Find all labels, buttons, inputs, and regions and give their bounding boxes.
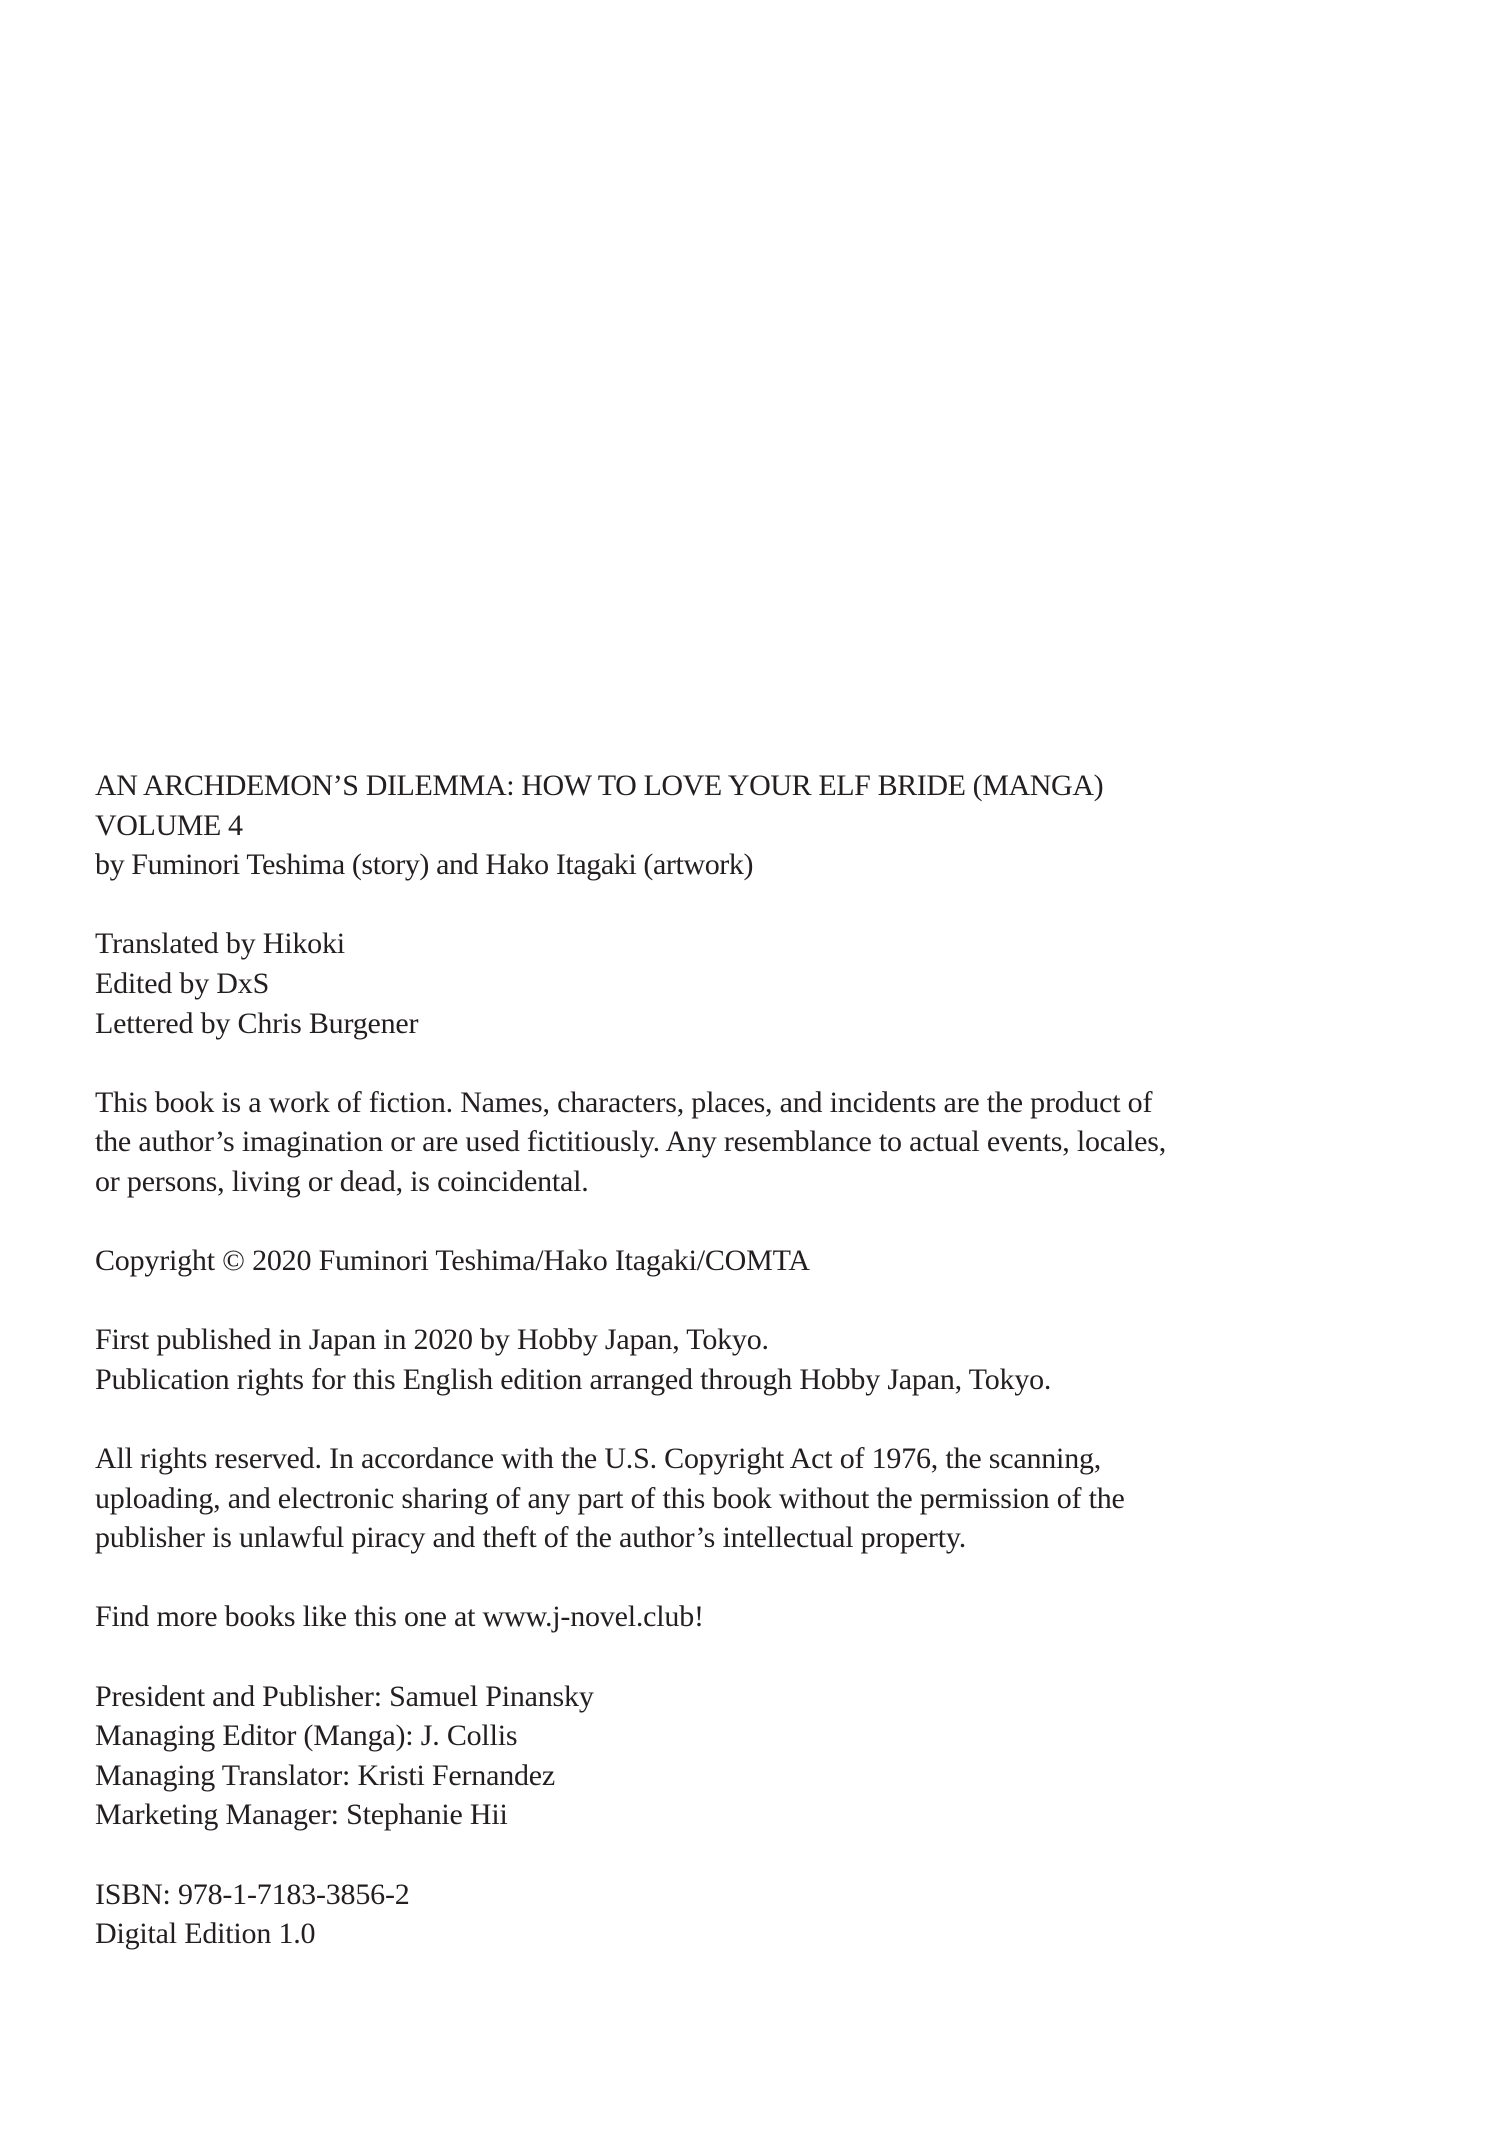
publication-info bbox=[95, 1320, 1425, 1399]
book-title: AN ARCHDEMON’S DILEMMA: HOW TO LOVE YOUR ELF BRIDE (MANGA) bbox=[95, 769, 1104, 802]
staff-item-managing-translator: Managing Translator: Kristi Fernandez bbox=[95, 1758, 556, 1792]
staff-item-managing-editor: Managing Editor (Manga): J. Collis bbox=[95, 1719, 518, 1753]
staff-item-publisher: President and Publisher: Samuel Pinansky bbox=[95, 1679, 594, 1713]
title-block bbox=[95, 766, 1425, 885]
letterer-credit: Lettered by Chris Burgener bbox=[95, 1006, 419, 1040]
rights-line: uploading, and electronic sharing of any part of this book without the permission of the bbox=[95, 1481, 1125, 1515]
translator-credit: Translated by Hikoki bbox=[95, 927, 345, 961]
disclaimer-line: or persons, living or dead, is coincidental. bbox=[95, 1164, 589, 1198]
copyright-page bbox=[95, 766, 1425, 1993]
author-byline: by Fuminori Teshima (story) and Hako Itagaki (artwork) bbox=[95, 848, 754, 882]
rights-reserved-notice bbox=[95, 1439, 1425, 1558]
staff-list bbox=[95, 1677, 1425, 1835]
editor-credit: Edited by DxS bbox=[95, 966, 270, 1000]
fiction-disclaimer bbox=[95, 1083, 1425, 1202]
credits-block bbox=[95, 924, 1425, 1043]
copyright-line: Copyright © 2020 Fuminori Teshima/Hako Itagaki/COMTA bbox=[95, 1244, 810, 1278]
rights-line: All rights reserved. In accordance with the U.S. Copyright Act of 1976, the scanning, bbox=[95, 1442, 1102, 1476]
rights-line: publisher is unlawful piracy and theft of the author’s intellectual property. bbox=[95, 1521, 967, 1555]
promo-line: Find more books like this one at www.j-novel.club! bbox=[95, 1600, 704, 1634]
promo-block bbox=[95, 1597, 1425, 1637]
disclaimer-line: This book is a work of fiction. Names, characters, places, and incidents are the product of bbox=[95, 1085, 1153, 1119]
disclaimer-line: the author’s imagination or are used fictitiously. Any resemblance to actual events, locales, bbox=[95, 1125, 1167, 1159]
publication-rights-line: Publication rights for this English edition arranged through Hobby Japan, Tokyo. bbox=[95, 1362, 1052, 1396]
edition-info bbox=[95, 1875, 1425, 1954]
copyright-notice bbox=[95, 1241, 1425, 1281]
volume-number: VOLUME 4 bbox=[95, 808, 243, 842]
staff-item-marketing-manager: Marketing Manager: Stephanie Hii bbox=[95, 1798, 508, 1832]
edition-version: Digital Edition 1.0 bbox=[95, 1917, 316, 1951]
first-published-line: First published in Japan in 2020 by Hobby Japan, Tokyo. bbox=[95, 1323, 769, 1357]
isbn-line: ISBN: 978-1-7183-3856-2 bbox=[95, 1877, 410, 1911]
